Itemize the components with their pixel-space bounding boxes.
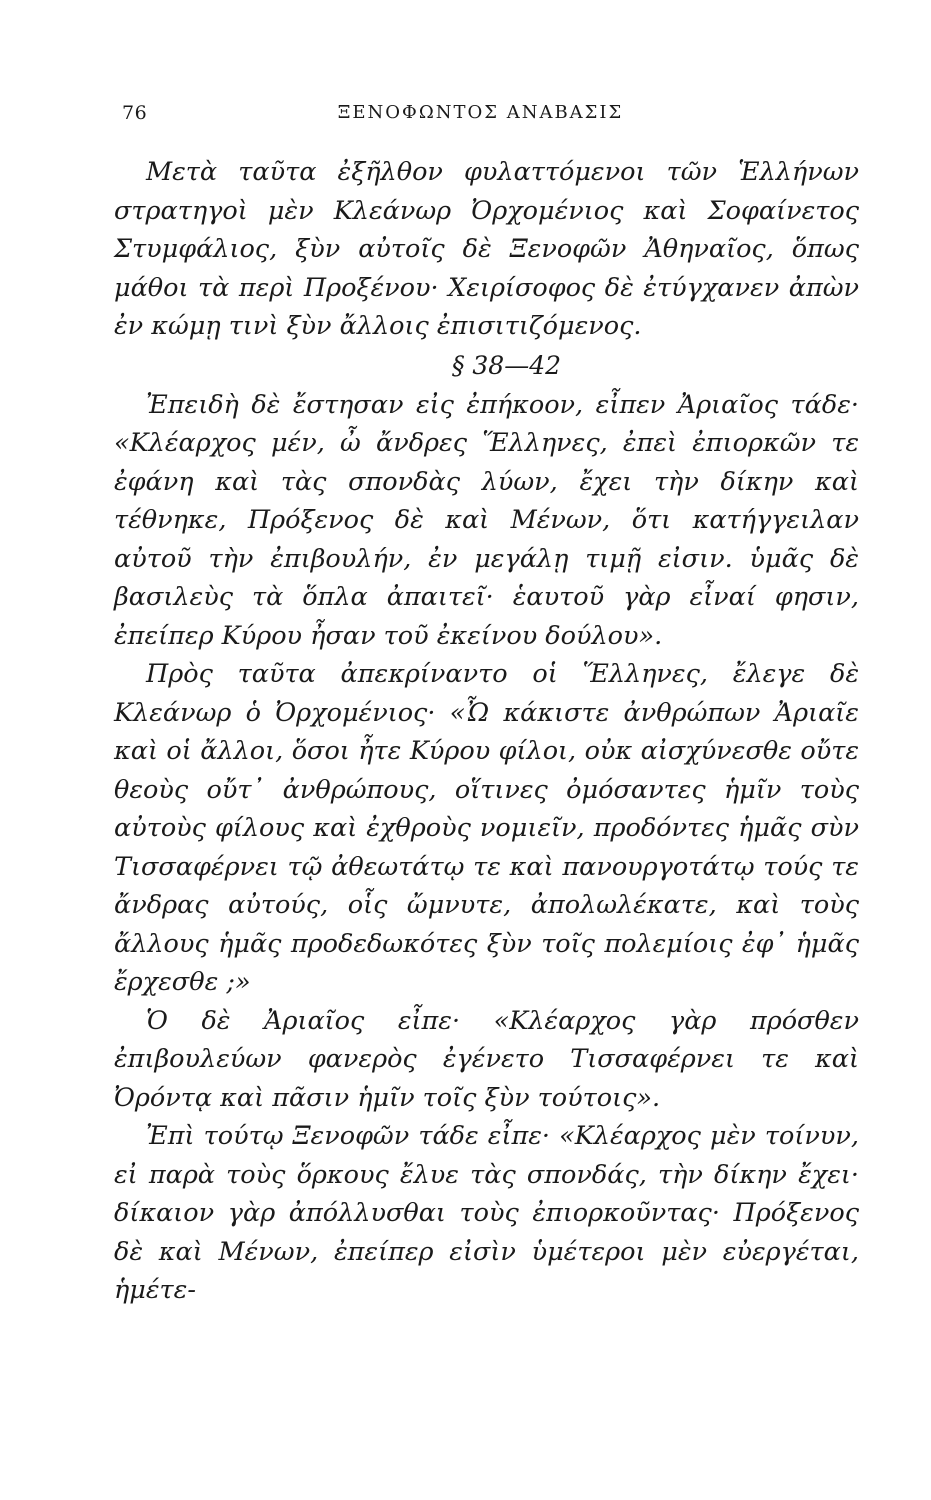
paragraph-1: Μετὰ ταῦτα ἐξῆλθον φυλαττόμενοι τῶν Ἑλλήνων στρατηγοὶ μὲν Κλεάνωρ Ὀρχομένιος καὶ Σοφαίνετος Στυμφάλιος, ξὺν αὐτοῖς δὲ Ξενοφῶν Ἀθηναῖος, ὅπως μάθοι τὰ περὶ Προξένου· Χειρίσοφος δὲ ἐτύγχανεν ἀπὼν ἐν κώμῃ τινὶ ξὺν ἄλλοις ἐπισιτιζόμενος.: [114, 157, 859, 341]
paragraph-4: Ὁ δὲ Ἀριαῖος εἶπε· «Κλέαρχος γὰρ πρόσθεν ἐπιβουλεύων φανερὸς ἐγένετο Τισσαφέρνει τε καὶ Ὀρόντᾳ καὶ πᾶσιν ἡμῖν τοῖς ξὺν τούτοις».: [114, 1005, 859, 1113]
section-marker: § 38—42: [451, 350, 562, 380]
paragraph-3: Πρὸς ταῦτα ἀπεκρίναντο οἱ Ἕλληνες, ἔλεγε δὲ Κλεάνωρ ὁ Ὀρχομένιος· «Ὦ κάκιστε ἀνθρώπων Ἀριαῖε καὶ οἱ ἄλλοι, ὅσοι ἦτε Κύρου φίλοι, οὐκ αἰσχύνεσθε οὔτε θεοὺς οὔτ᾽ ἀνθρώπους, οἵτινες ὀμόσαντες ἡμῖν τοὺς αὐτοὺς φίλους καὶ ἐχθροὺς νομιεῖν, προδόντες ἡμᾶς σὺν Τισσαφέρνει τῷ ἀθεωτάτῳ τε καὶ πανουργοτάτῳ τούς τε ἄνδρας αὐτούς, οἷς ὤμνυτε, ἀπολωλέκατε, καὶ τοὺς ἄλλους ἡμᾶς προδεδωκότες ξὺν τοῖς πολεμίοις ἐφ᾽ ἡμᾶς ἔρχεσθε ;»: [114, 659, 859, 997]
page-number: 76: [122, 102, 148, 124]
paragraph-5: Ἐπὶ τούτῳ Ξενοφῶν τάδε εἶπε· «Κλέαρχος μὲν τοίνυν, εἰ παρὰ τοὺς ὅρκους ἔλυε τὰς σπονδάς, τὴν δίκην ἔχει· δίκαιον γὰρ ἀπόλλυσθαι τοὺς ἐπιορκοῦντας· Πρόξενος δὲ καὶ Μένων, ἐπείπερ εἰσὶν ὑμέτεροι μὲν εὐεργέται, ἡμέτε-: [114, 1121, 859, 1305]
body-text: [114, 153, 859, 1310]
paragraph-2: Ἐπειδὴ δὲ ἔστησαν εἰς ἐπήκοον, εἶπεν Ἀριαῖος τάδε· «Κλέαρχος μέν, ὦ ἄνδρες Ἕλληνες, ἐπεὶ ἐπιορκῶν τε ἐφάνη καὶ τὰς σπονδὰς λύων, ἔχει τὴν δίκην καὶ τέθνηκε, Πρόξενος δὲ καὶ Μένων, ὅτι κατήγγειλαν αὐτοῦ τὴν ἐπιβουλήν, ἐν μεγάλῃ τιμῇ εἰσιν. ὑμᾶς δὲ βασιλεὺς τὰ ὅπλα ἀπαιτεῖ· ἑαυτοῦ γὰρ εἶναί φησιν, ἐπείπερ Κύρου ἦσαν τοῦ ἐκείνου δούλου».: [114, 389, 859, 651]
running-title: ΞΕΝΟΦΩΝΤΟΣ ΑΝΑΒΑΣΙΣ: [337, 102, 624, 123]
